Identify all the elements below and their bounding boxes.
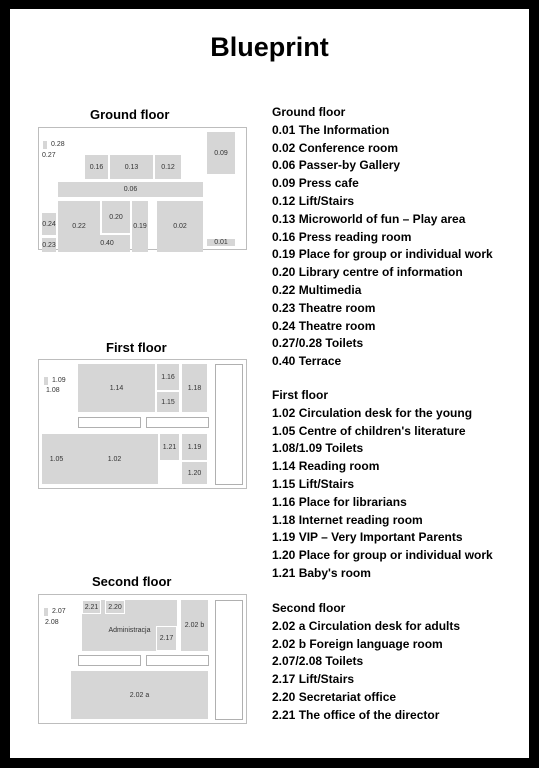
room-1-20: 1.20 [182, 462, 207, 484]
legend-ground [272, 104, 493, 371]
legend-item: 1.18 Internet reading room [272, 512, 423, 527]
room-0-01: 0.01 [207, 239, 235, 246]
room-0-16: 0.16 [85, 155, 108, 179]
stair-shaft [215, 600, 243, 720]
room-2-21: 2.21 [82, 600, 101, 614]
second-floor-plan [38, 594, 247, 724]
room-2-02a: 2.02 a [71, 671, 208, 719]
legend-heading: Second floor [272, 601, 346, 615]
legend-item: 1.05 Centre of children's literature [272, 423, 466, 438]
legend-item: 1.15 Lift/Stairs [272, 476, 355, 491]
legend-item: 0.02 Conference room [272, 140, 399, 155]
room-label-0-28: 0.28 [51, 141, 65, 148]
room-1-15: 1.15 [157, 392, 179, 412]
legend-item: 0.24 Theatre room [272, 318, 376, 333]
room-0-06: 0.06 [58, 182, 203, 197]
legend-item: 0.09 Press cafe [272, 176, 359, 191]
room-1-02: 1.02 [71, 434, 158, 484]
ground-floor-title: Ground floor [90, 107, 170, 122]
legend-item: 0.27/0.28 Toilets [272, 336, 364, 351]
room-0-23: 0.23 [42, 238, 56, 252]
room-2-02b: 2.02 b [181, 600, 208, 651]
room-label-2-07: 2.07 [52, 608, 66, 615]
legend-item: 0.16 Press reading room [272, 229, 412, 244]
room-2-17: 2.17 [156, 626, 177, 651]
room-1-16: 1.16 [157, 364, 179, 390]
legend-item: 2.17 Lift/Stairs [272, 672, 355, 687]
room-1-09 [44, 377, 48, 385]
room-2-20: 2.20 [105, 600, 125, 614]
room-label-1-09: 1.09 [52, 377, 66, 384]
room-0-09: 0.09 [207, 132, 235, 174]
room-administracja: Administracja [82, 600, 177, 651]
legend-item: 1.08/1.09 Toilets [272, 441, 364, 456]
legend-first [272, 387, 493, 583]
legend-item: 1.21 Baby's room [272, 565, 371, 580]
legend-heading: First floor [272, 388, 328, 402]
legend-item: 0.20 Library centre of information [272, 265, 463, 280]
second-floor-title: Second floor [92, 574, 172, 589]
legend-item: 1.20 Place for group or individual work [272, 548, 493, 563]
page [10, 9, 529, 758]
legend-item: 0.01 The Information [272, 122, 390, 137]
room-label-0-27: 0.27 [42, 152, 56, 159]
legend-item: 1.14 Reading room [272, 459, 380, 474]
legend-item: 0.19 Place for group or individual work [272, 247, 493, 262]
room-0-22: 0.22 [58, 201, 100, 252]
corridor-1 [78, 417, 141, 428]
room-1-21: 1.21 [160, 434, 179, 460]
room-0-20: 0.20 [102, 201, 130, 233]
first-floor-plan [38, 359, 247, 489]
room-1-05: 1.05 [42, 434, 71, 484]
legend-item: 0.22 Multimedia [272, 282, 362, 297]
room-label-1-08: 1.08 [46, 387, 60, 394]
room-1-19: 1.19 [182, 434, 207, 460]
legend-item: 0.13 Microworld of fun – Play area [272, 211, 466, 226]
legend-item: 2.02 b Foreign language room [272, 636, 443, 651]
corridor-2 [146, 417, 209, 428]
room-1-14: 1.14 [78, 364, 155, 412]
legend-item: 0.06 Passer-by Gallery [272, 158, 401, 173]
room-0-12: 0.12 [155, 155, 181, 179]
first-floor-title: First floor [106, 340, 167, 355]
room-0-02: 0.02 [157, 201, 203, 252]
page-title: Blueprint [210, 32, 329, 62]
legend-item: 2.20 Secretariat office [272, 689, 397, 704]
legend-item: 2.21 The office of the director [272, 707, 440, 722]
room-1-18: 1.18 [182, 364, 207, 412]
room-0-13: 0.13 [110, 155, 153, 179]
legend-item: 2.02 a Circulation desk for adults [272, 618, 461, 633]
room-2-07 [44, 608, 48, 616]
legend-item: 0.40 Terrace [272, 354, 342, 369]
room-0-24: 0.24 [42, 213, 56, 235]
corridor-2 [146, 655, 209, 666]
room-0-28 [43, 141, 47, 149]
legend-item: 1.02 Circulation desk for the young [272, 405, 473, 420]
legend-item: 0.12 Lift/Stairs [272, 193, 355, 208]
room-0-19: 0.19 [132, 201, 148, 252]
corridor-1 [78, 655, 141, 666]
legend-item: 1.16 Place for librarians [272, 494, 407, 509]
legend-heading: Ground floor [272, 105, 346, 119]
legend-item: 1.19 VIP – Very Important Parents [272, 530, 463, 545]
ground-floor-plan [38, 127, 247, 250]
stair-shaft [215, 364, 243, 485]
legend-item: 0.23 Theatre room [272, 300, 376, 315]
legend-second [272, 600, 460, 725]
legend-item: 2.07/2.08 Toilets [272, 654, 364, 669]
room-label-2-08: 2.08 [45, 619, 59, 626]
room-0-40: 0.40 [84, 235, 130, 252]
